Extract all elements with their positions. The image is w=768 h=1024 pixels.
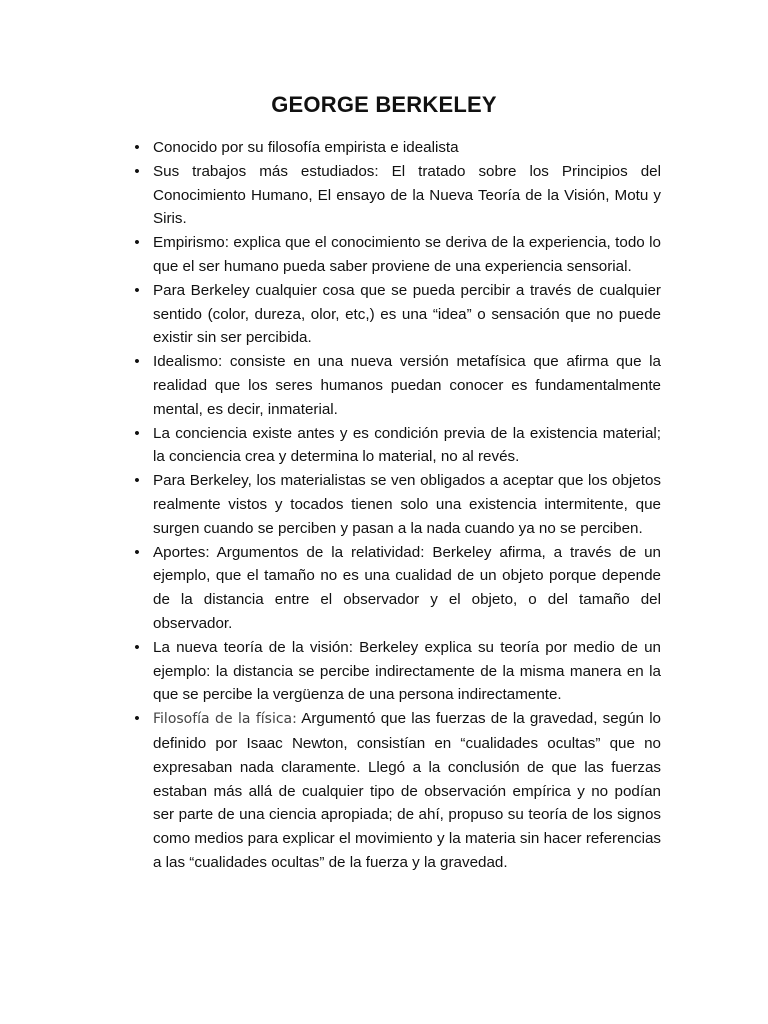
page-title: GEORGE BERKELEY	[271, 92, 497, 117]
bullet-icon: •	[134, 353, 140, 371]
list-item	[127, 231, 661, 279]
bullet-icon: •	[134, 234, 140, 252]
list-item-text	[153, 707, 661, 875]
bullet-list	[127, 136, 661, 875]
bullet-icon: •	[134, 424, 140, 442]
bullet-icon: •	[134, 281, 140, 299]
list-item	[127, 469, 661, 540]
list-item	[127, 350, 661, 421]
list-item-text: La nueva teoría de la visión: Berkeley explica su teoría por medio de un ejemplo: la distancia se percibe indirectamente de la misma manera en la que se percibe la vergüenza de una persona indirectamente.	[153, 638, 661, 704]
list-item-text: Para Berkeley cualquier cosa que se pueda percibir a través de cualquier sentido (color, dureza, olor, etc,) es una “idea” o sensación que no puede existir sin ser percibida.	[153, 281, 661, 347]
list-item	[127, 422, 661, 470]
list-item-text: Aportes: Argumentos de la relatividad: Berkeley afirma, a través de un ejemplo, que el tamaño no es una cualidad de un objeto porque depende de la distancia entre el observador y el objeto, o del tamaño del observador.	[153, 543, 661, 632]
bullet-icon: •	[134, 162, 140, 180]
bullet-icon: •	[134, 139, 140, 156]
list-item-text: Idealismo: consiste en una nueva versión metafísica que afirma que la realidad que los seres humanos puedan conocer es fundamentalmente mental, es decir, inmaterial.	[153, 353, 661, 418]
list-item	[127, 541, 661, 636]
bullet-icon: •	[134, 638, 140, 656]
list-item-text: Conocido por su filosofía empirista e idealista	[153, 139, 459, 156]
list-item	[127, 136, 661, 160]
list-item-body: Argumentó que las fuerzas de la gravedad, según lo definido por Isaac Newton, consistían en “cualidades ocultas” que no expresaban nada claramente. Llegó a la conclusión de que las fuerzas estaban más allá de cualquier tipo de observación empírica y no podían ser parte de una ciencia apropiada; de ahí, propuso su teoría de los signos como medios para explicar el movimiento y la materia sin hacer referencias a las “cualidades ocultas” de la fuerza y la gravedad.	[153, 710, 662, 871]
list-item-text: Sus trabajos más estudiados: El tratado sobre los Principios del Conocimiento Humano, El ensayo de la Nueva Teoría de la Visión, Motu y Siris.	[153, 162, 661, 228]
bullet-icon: •	[134, 472, 140, 490]
list-item	[127, 636, 661, 707]
bullet-icon: •	[134, 710, 140, 728]
list-item-text: Para Berkeley, los materialistas se ven obligados a aceptar que los objetos realmente vistos y tocados tienen solo una existencia intermitente, que surgen cuando se perciben y pasan a la nada cuando ya no se perciben.	[153, 472, 661, 537]
list-item-text: Empirismo: explica que el conocimiento se deriva de la experiencia, todo lo que el ser humano pueda saber proviene de una experiencia sensorial.	[153, 234, 661, 275]
list-item-lead: Filosofía de la física:	[153, 711, 297, 728]
bullet-icon: •	[134, 543, 140, 561]
list-item	[127, 707, 661, 875]
list-item	[127, 160, 661, 231]
list-item	[127, 279, 661, 350]
list-item-text: La conciencia existe antes y es condición previa de la existencia material; la conciencia crea y determina lo material, no al revés.	[153, 424, 661, 466]
